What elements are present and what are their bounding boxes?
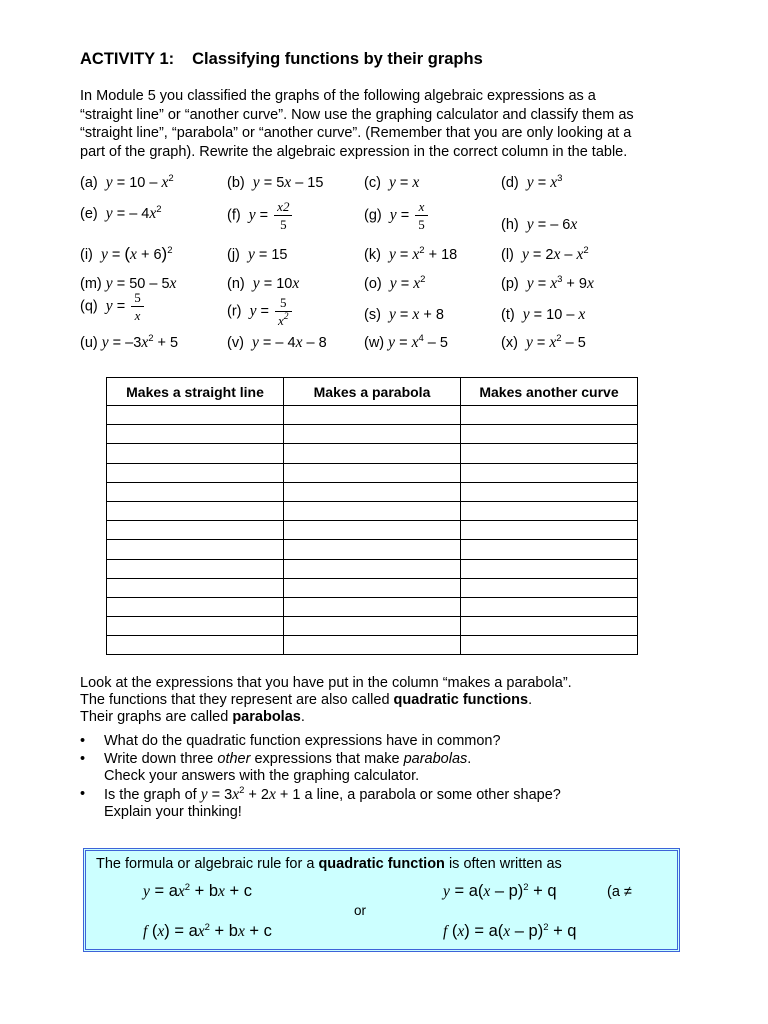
- expression-v: (v) y = – 4x – 8: [227, 334, 327, 351]
- expression-g: (g) y = $\frac{x}{5}$: [364, 200, 428, 231]
- intro-paragraph: [80, 87, 690, 161]
- table-cell[interactable]: [284, 597, 461, 616]
- intro-line: “straight line”, “parabola” or “another curve”. (Remember that you are only looking at a: [80, 125, 632, 141]
- table-cell[interactable]: [107, 617, 284, 636]
- expression-h: (h) y = – 6x: [501, 216, 578, 233]
- explanation-line-3: Their graphs are called parabolas.: [80, 709, 305, 725]
- table-cell[interactable]: [284, 463, 461, 482]
- classification-table: [106, 377, 638, 655]
- table-cell[interactable]: [107, 597, 284, 616]
- expression-a: (a) $y = 10 - x^2$: [80, 173, 174, 191]
- expression-n: (n) y = 10x: [227, 275, 300, 292]
- bullet-icon: •: [80, 733, 86, 749]
- table-cell[interactable]: [284, 521, 461, 540]
- table-cell[interactable]: [107, 406, 284, 425]
- expression-r: (r) y = $\frac{5}{x^2}$: [227, 296, 292, 327]
- table-row: [107, 617, 638, 636]
- table-cell[interactable]: [461, 406, 638, 425]
- table-cell[interactable]: [107, 521, 284, 540]
- table-cell[interactable]: [461, 482, 638, 501]
- table-cell[interactable]: [107, 636, 284, 655]
- table-cell[interactable]: [284, 559, 461, 578]
- expression-c: (c) y = x: [364, 174, 420, 191]
- table-cell[interactable]: [284, 425, 461, 444]
- expression-u: (u) $y = -3x^2 + 5$: [80, 333, 179, 351]
- intro-line: part of the graph). Rewrite the algebraic expression in the correct column in the table.: [80, 143, 628, 160]
- bullet-continuation: Check your answers with the graphing calculator.: [104, 768, 420, 784]
- expression-b: (b) y = 5x – 15: [227, 174, 324, 191]
- expression-l: (l) $y = 2x - x^2$: [501, 245, 589, 263]
- quadratic-formula-box: [83, 848, 680, 952]
- table-cell[interactable]: [461, 578, 638, 597]
- table-header-row: [107, 378, 638, 406]
- table-cell[interactable]: [461, 425, 638, 444]
- explanation-line-2: The functions that they represent are also called quadratic functions.: [80, 692, 533, 708]
- header-another-curve: Makes another curve: [461, 378, 638, 406]
- activity-number: ACTIVITY 1:: [80, 50, 175, 68]
- standard-form: $y = ax^2$ + bx + c: [143, 882, 252, 900]
- table-cell[interactable]: [284, 636, 461, 655]
- table-cell[interactable]: [461, 540, 638, 559]
- table-cell[interactable]: [107, 482, 284, 501]
- or-label: or: [354, 903, 367, 918]
- table-row: [107, 501, 638, 520]
- table-row: [107, 521, 638, 540]
- expression-i: (i) $y = (x + 6)^2$: [80, 244, 173, 263]
- activity-title: [80, 50, 483, 69]
- table-cell[interactable]: [284, 578, 461, 597]
- header-straight-line: Makes a straight line: [107, 378, 284, 406]
- table-cell[interactable]: [107, 501, 284, 520]
- formula-intro: The formula or algebraic rule for a quadratic function is often written as: [96, 856, 562, 872]
- table-cell[interactable]: [461, 636, 638, 655]
- table-cell[interactable]: [461, 444, 638, 463]
- expression-x: (x) $y = x^2 - 5$: [501, 333, 586, 351]
- table-cell[interactable]: [284, 444, 461, 463]
- table-body: [107, 406, 638, 655]
- table-cell[interactable]: [284, 540, 461, 559]
- standard-function-form: f $(x) = ax^2$ + bx + c: [143, 922, 272, 940]
- bullet-item: • Is the graph of $y = 3x^2 + 2x + 1$ a line, a parabola or some other shape?: [80, 784, 561, 803]
- question-bullets: [80, 733, 561, 822]
- explanation-line-1: Look at the expressions that you have put in the column “makes a parabola”.: [80, 675, 572, 691]
- table-cell[interactable]: [107, 559, 284, 578]
- condition-text: (a ≠: [607, 884, 632, 900]
- expression-f: (f) y = $\frac{x2}{5}$: [227, 200, 292, 231]
- table-cell[interactable]: [461, 501, 638, 520]
- bullet-item: • Write down three other expressions that make parabolas.: [80, 750, 472, 767]
- table-row: [107, 463, 638, 482]
- parabola-explanation: [80, 675, 572, 726]
- expression-p: (p) $y = x^3 + 9x$: [501, 274, 594, 292]
- table-cell[interactable]: [461, 559, 638, 578]
- table-row: [107, 540, 638, 559]
- vertex-form: y = a(x – p)$^2$ + q: [443, 882, 557, 900]
- expression-m: (m) y = 50 – 5x: [80, 275, 177, 292]
- bullet-item: • What do the quadratic function expressions have in common?: [80, 733, 501, 749]
- expression-j: (j) y = 15: [227, 246, 288, 263]
- table-row: [107, 444, 638, 463]
- expression-q: (q) y = $\frac{5}{x}$: [80, 291, 144, 322]
- table-cell[interactable]: [461, 597, 638, 616]
- table-cell[interactable]: [107, 578, 284, 597]
- table-cell[interactable]: [107, 444, 284, 463]
- intro-line: “straight line” or “another curve”. Now use the graphing calculator and classify them as: [80, 106, 634, 123]
- table-cell[interactable]: [284, 482, 461, 501]
- table-row: [107, 597, 638, 616]
- table-cell[interactable]: [107, 540, 284, 559]
- activity-heading: Classifying functions by their graphs: [192, 50, 483, 68]
- expression-d: (d) $y = x^3$: [501, 173, 563, 191]
- table-cell[interactable]: [461, 521, 638, 540]
- expression-s: (s) y = x + 8: [364, 306, 444, 323]
- intro-line: In Module 5 you classified the graphs of the following algebraic expressions as a: [80, 88, 596, 104]
- expression-w: (w) $y = x^4 - 5$: [364, 333, 448, 351]
- bullet-icon: •: [80, 750, 86, 767]
- expression-e: (e) y = – $4x^2$: [80, 204, 162, 222]
- vertex-function-form: f (x) = a(x – p)$^2$ + q: [443, 922, 577, 940]
- expression-t: (t) y = 10 – x: [501, 306, 586, 323]
- table-row: [107, 482, 638, 501]
- bullet-icon: •: [80, 785, 86, 802]
- table-row: [107, 425, 638, 444]
- table-row: [107, 636, 638, 655]
- header-parabola: Makes a parabola: [284, 378, 461, 406]
- table-cell[interactable]: [284, 501, 461, 520]
- expression-k: (k) $y = x^2 + 18$: [364, 245, 458, 263]
- table-cell[interactable]: [107, 425, 284, 444]
- table-cell[interactable]: [107, 463, 284, 482]
- table-row: [107, 406, 638, 425]
- expression-o: (o) $y = x^2$: [364, 274, 426, 292]
- table-row: [107, 578, 638, 597]
- bullet-continuation: Explain your thinking!: [104, 804, 242, 820]
- table-cell[interactable]: [284, 406, 461, 425]
- table-cell[interactable]: [284, 617, 461, 636]
- table-row: [107, 559, 638, 578]
- table-cell[interactable]: [461, 463, 638, 482]
- table-cell[interactable]: [461, 617, 638, 636]
